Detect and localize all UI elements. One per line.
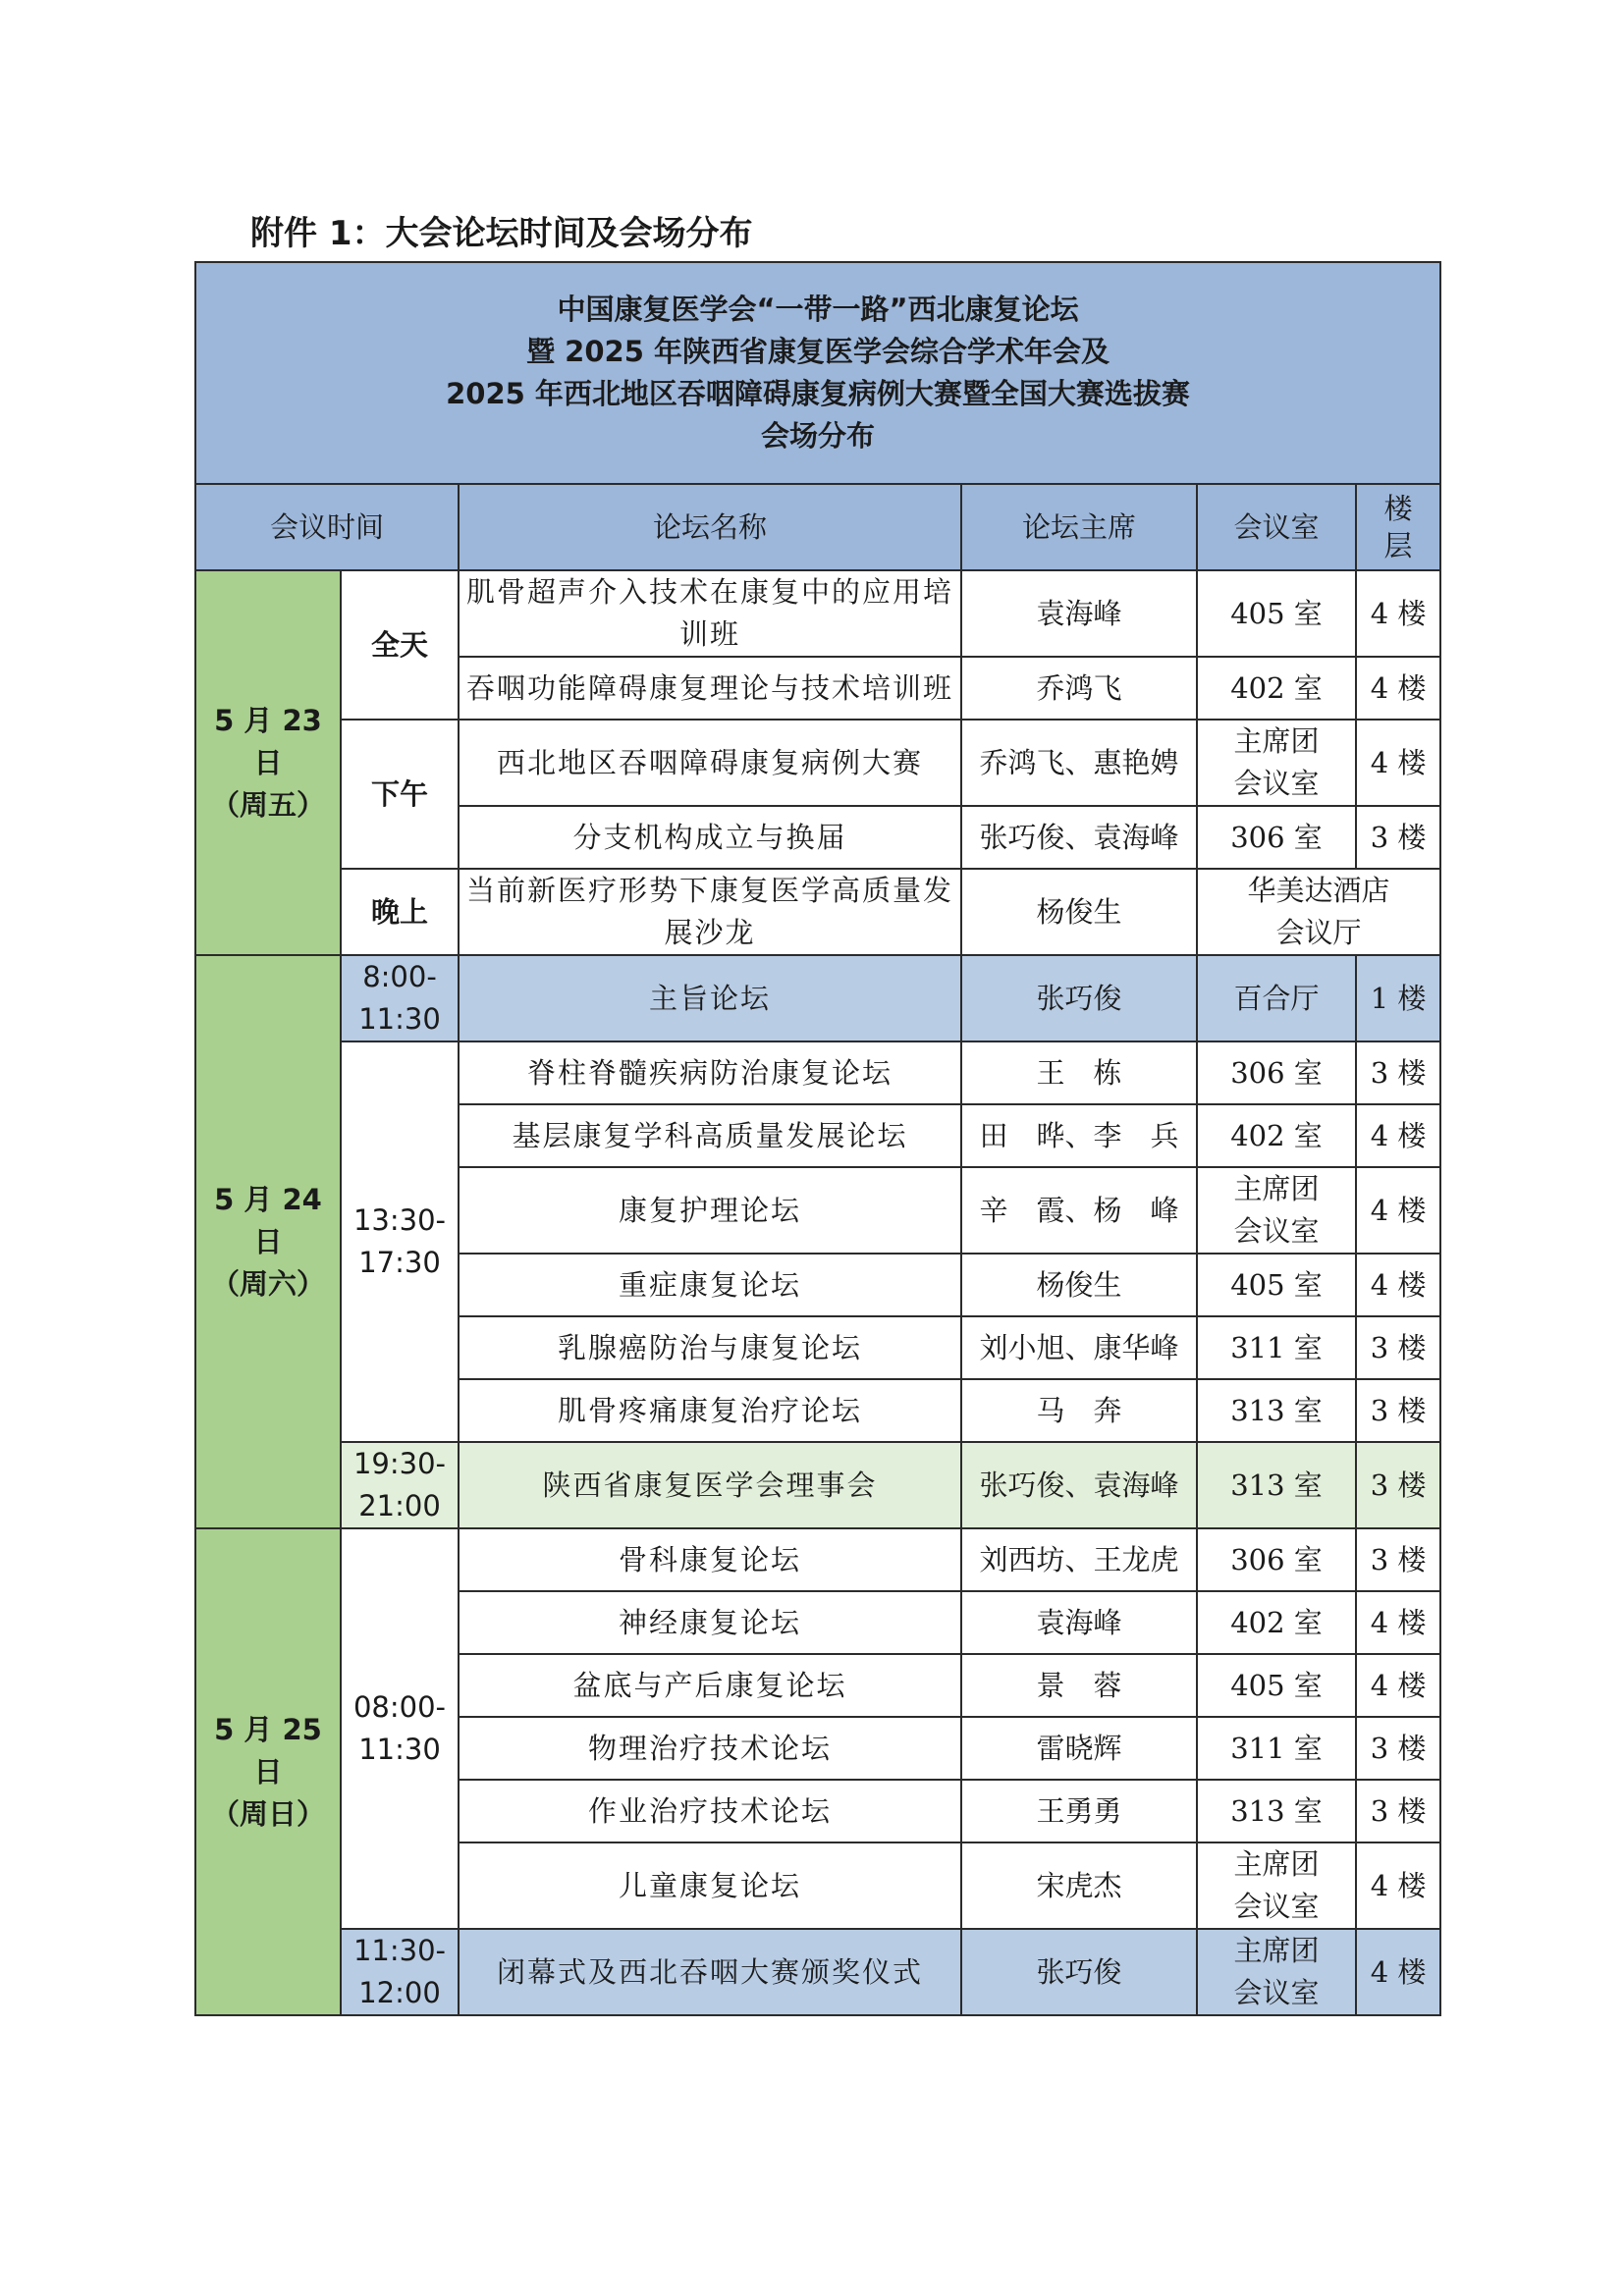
- room-line: 405 室: [1230, 1668, 1323, 1702]
- forum-name-line: 吞咽功能障碍康复理论与技术培训班: [465, 670, 953, 705]
- chair-cell: 王勇勇: [961, 1780, 1197, 1842]
- forum-name-line: 肌骨疼痛康复治疗论坛: [557, 1393, 862, 1427]
- period-cell: [341, 1929, 459, 2015]
- forum-name-cell: [459, 570, 961, 657]
- period-text: 11:30: [358, 1002, 441, 1036]
- room-line: 306 室: [1230, 1542, 1323, 1576]
- chair-cell: 宋虎杰: [961, 1842, 1197, 1929]
- period-text: 13:30-: [352, 1203, 447, 1237]
- room-line: 402 室: [1230, 670, 1323, 705]
- room-cell: [1197, 1442, 1356, 1528]
- forum-name-line: 康复护理论坛: [618, 1193, 801, 1227]
- floor-cell: 4 楼: [1356, 1254, 1440, 1316]
- room-cell: [1197, 806, 1356, 869]
- floor-cell: 4 楼: [1356, 1842, 1440, 1929]
- forum-name-cell: [459, 1654, 961, 1717]
- room-cell: [1197, 1254, 1356, 1316]
- forum-name-cell: [459, 1842, 961, 1929]
- forum-name-line: 神经康复论坛: [618, 1605, 801, 1639]
- chair-cell: 刘西坊、王龙虎: [961, 1528, 1197, 1591]
- chair-cell: 张巧俊、袁海峰: [961, 806, 1197, 869]
- chair-cell: 杨俊生: [961, 869, 1197, 955]
- date-cell: [195, 955, 341, 1528]
- room-cell: [1197, 1654, 1356, 1717]
- forum-name-line: 分支机构成立与换届: [572, 820, 847, 854]
- chair-cell: 乔鸿飞、惠艳娉: [961, 720, 1197, 806]
- chair-cell: 张巧俊、袁海峰: [961, 1442, 1197, 1528]
- room-cell: [1197, 1528, 1356, 1591]
- room-cell: [1197, 955, 1356, 1041]
- room-cell: [1197, 720, 1356, 806]
- forum-name-cell: [459, 1528, 961, 1591]
- room-line: 华美达酒店: [1247, 874, 1390, 907]
- room-line: 会议室: [1233, 1890, 1320, 1923]
- forum-name-cell: [459, 806, 961, 869]
- room-line: 主席团: [1233, 1934, 1320, 1967]
- forum-name-line: 闭幕式及西北吞咽大赛颁奖仪式: [496, 1954, 923, 1989]
- forum-name-line: 盆底与产后康复论坛: [572, 1668, 847, 1702]
- header-forum: 论坛名称: [459, 484, 961, 570]
- forum-name-line: 骨科康复论坛: [618, 1542, 801, 1576]
- forum-name-cell: [459, 1780, 961, 1842]
- period-cell: [341, 1041, 459, 1442]
- room-line: 405 室: [1230, 596, 1323, 630]
- floor-cell: 3 楼: [1356, 1442, 1440, 1528]
- chair-cell: 田 晔、李 兵: [961, 1104, 1197, 1167]
- chair-cell: 马 奔: [961, 1379, 1197, 1442]
- floor-cell: 3 楼: [1356, 1717, 1440, 1780]
- forum-name-cell: [459, 1316, 961, 1379]
- period-text: 12:00: [358, 1976, 441, 2009]
- period-cell: [341, 1528, 459, 1929]
- room-line: 311 室: [1230, 1330, 1323, 1364]
- chair-cell: 雷晓辉: [961, 1717, 1197, 1780]
- room-cell: [1197, 1929, 1356, 2015]
- forum-name-cell: [459, 955, 961, 1041]
- table-row: [195, 1929, 1440, 2015]
- schedule-table: [194, 261, 1441, 2016]
- forum-name-cell: [459, 1254, 961, 1316]
- floor-cell: 4 楼: [1356, 1104, 1440, 1167]
- chair-cell: 杨俊生: [961, 1254, 1197, 1316]
- date-text: 5 月 24 日: [214, 1182, 322, 1258]
- forum-name-line: 乳腺癌防治与康复论坛: [557, 1330, 862, 1364]
- forum-name-line: 西北地区吞咽障碍康复病例大赛: [496, 745, 923, 779]
- table-row: [195, 1442, 1440, 1528]
- room-cell: [1197, 1591, 1356, 1654]
- date-text: 5 月 23 日: [214, 703, 322, 779]
- room-line: 402 室: [1230, 1118, 1323, 1152]
- weekday-text: （周日）: [210, 1796, 325, 1831]
- date-cell: [195, 570, 341, 955]
- forum-name-line: 脊柱脊髓疾病防治康复论坛: [526, 1055, 893, 1090]
- title-line: 2025 年西北地区吞咽障碍康复病例大赛暨全国大赛选拔赛: [446, 377, 1190, 410]
- floor-cell: 4 楼: [1356, 1167, 1440, 1254]
- room-cell: [1197, 1780, 1356, 1842]
- floor-cell: 3 楼: [1356, 1528, 1440, 1591]
- period-text: 11:30: [358, 1733, 441, 1766]
- room-line: 会议室: [1233, 1976, 1320, 2009]
- room-cell: [1197, 570, 1356, 657]
- floor-cell: 4 楼: [1356, 720, 1440, 806]
- forum-name-cell: [459, 869, 961, 955]
- header-time: 会议时间: [195, 484, 459, 570]
- forum-name-line: 作业治疗技术论坛: [587, 1793, 832, 1828]
- header-floor-line: 层: [1383, 529, 1413, 562]
- floor-cell: 4 楼: [1356, 570, 1440, 657]
- title-line: 暨 2025 年陕西省康复医学会综合学术年会及: [526, 335, 1110, 368]
- table-row: [195, 570, 1440, 657]
- chair-cell: 张巧俊: [961, 1929, 1197, 2015]
- room-cell: [1197, 1167, 1356, 1254]
- period-cell: 全天: [341, 570, 459, 720]
- table-title: [195, 262, 1440, 484]
- room-cell: [1197, 1717, 1356, 1780]
- forum-name-cell: [459, 1591, 961, 1654]
- room-line: 313 室: [1230, 1468, 1323, 1502]
- forum-name-line: 基层康复学科高质量发展论坛: [512, 1118, 908, 1152]
- chair-cell: 景 蓉: [961, 1654, 1197, 1717]
- header-floor: [1356, 484, 1440, 570]
- page-label: 附件 1：大会论坛时间及会场分布: [250, 214, 753, 253]
- period-text: 8:00-: [362, 960, 437, 993]
- room-line: 402 室: [1230, 1605, 1323, 1639]
- room-line: 313 室: [1230, 1393, 1323, 1427]
- title-line: 中国康复医学会“一带一路”西北康复论坛: [557, 293, 1079, 326]
- chair-cell: 乔鸿飞: [961, 657, 1197, 720]
- floor-cell: 4 楼: [1356, 1591, 1440, 1654]
- forum-name-cell: [459, 1167, 961, 1254]
- room-line: 306 室: [1230, 820, 1323, 854]
- forum-name-cell: [459, 1104, 961, 1167]
- forum-name-cell: [459, 720, 961, 806]
- period-cell: [341, 1442, 459, 1528]
- room-line: 百合厅: [1233, 981, 1320, 1015]
- forum-name-cell: [459, 1379, 961, 1442]
- chair-cell: 王 栋: [961, 1041, 1197, 1104]
- weekday-text: （周五）: [210, 787, 325, 822]
- period-cell: [341, 955, 459, 1041]
- room-cell: [1197, 657, 1356, 720]
- table-row: [195, 869, 1440, 955]
- weekday-text: （周六）: [210, 1266, 325, 1301]
- table-row: [195, 955, 1440, 1041]
- chair-cell: 辛 霞、杨 峰: [961, 1167, 1197, 1254]
- forum-name-line: 训班: [678, 617, 740, 651]
- room-cell: [1197, 1379, 1356, 1442]
- forum-name-line: 物理治疗技术论坛: [587, 1731, 832, 1765]
- period-text: 21:00: [358, 1489, 441, 1522]
- forum-name-cell: [459, 1041, 961, 1104]
- date-cell: [195, 1528, 341, 2015]
- header-room: 会议室: [1197, 484, 1356, 570]
- table-row: [195, 1041, 1440, 1104]
- floor-cell: 3 楼: [1356, 1041, 1440, 1104]
- period-text: 17:30: [358, 1246, 441, 1279]
- forum-name-cell: [459, 1442, 961, 1528]
- room-line: 会议厅: [1275, 916, 1362, 949]
- date-text: 5 月 25 日: [214, 1712, 322, 1789]
- room-line: 306 室: [1230, 1055, 1323, 1090]
- room-cell: [1197, 1104, 1356, 1167]
- forum-name-line: 肌骨超声介入技术在康复中的应用培: [465, 575, 953, 609]
- period-cell: 下午: [341, 720, 459, 869]
- floor-cell: 3 楼: [1356, 1316, 1440, 1379]
- room-cell: [1197, 1041, 1356, 1104]
- floor-cell: 4 楼: [1356, 1929, 1440, 2015]
- chair-cell: 袁海峰: [961, 570, 1197, 657]
- room-cell: [1197, 1842, 1356, 1929]
- forum-name-line: 当前新医疗形势下康复医学高质量发: [465, 874, 953, 907]
- room-line: 主席团: [1233, 724, 1320, 758]
- floor-cell: 3 楼: [1356, 806, 1440, 869]
- chair-cell: 袁海峰: [961, 1591, 1197, 1654]
- forum-name-line: 陕西省康复医学会理事会: [542, 1468, 878, 1502]
- chair-cell: 刘小旭、康华峰: [961, 1316, 1197, 1379]
- room-cell: [1197, 869, 1440, 955]
- period-text: 11:30-: [352, 1934, 447, 1967]
- forum-name-cell: [459, 657, 961, 720]
- room-line: 会议室: [1233, 1214, 1320, 1248]
- floor-cell: 1 楼: [1356, 955, 1440, 1041]
- forum-name-line: 重症康复论坛: [618, 1267, 801, 1302]
- forum-name-line: 儿童康复论坛: [618, 1868, 801, 1902]
- floor-cell: 4 楼: [1356, 1654, 1440, 1717]
- forum-name-cell: [459, 1929, 961, 2015]
- forum-name-cell: [459, 1717, 961, 1780]
- chair-cell: 张巧俊: [961, 955, 1197, 1041]
- room-line: 311 室: [1230, 1731, 1323, 1765]
- header-row: [195, 484, 1440, 570]
- period-text: 19:30-: [352, 1447, 447, 1480]
- forum-name-line: 展沙龙: [664, 916, 756, 949]
- room-line: 405 室: [1230, 1267, 1323, 1302]
- floor-cell: 3 楼: [1356, 1379, 1440, 1442]
- header-chair: 论坛主席: [961, 484, 1197, 570]
- floor-cell: 4 楼: [1356, 657, 1440, 720]
- table-row: [195, 720, 1440, 806]
- period-cell: 晚上: [341, 869, 459, 955]
- forum-name-line: 主旨论坛: [648, 981, 771, 1015]
- table-row: [195, 1528, 1440, 1591]
- room-cell: [1197, 1316, 1356, 1379]
- room-line: 主席团: [1233, 1847, 1320, 1881]
- room-line: 313 室: [1230, 1793, 1323, 1828]
- header-floor-line: 楼: [1383, 492, 1413, 525]
- room-line: 会议室: [1233, 767, 1320, 800]
- period-text: 08:00-: [352, 1690, 447, 1724]
- title-line: 会场分布: [761, 419, 876, 453]
- floor-cell: 3 楼: [1356, 1780, 1440, 1842]
- room-line: 主席团: [1233, 1172, 1320, 1205]
